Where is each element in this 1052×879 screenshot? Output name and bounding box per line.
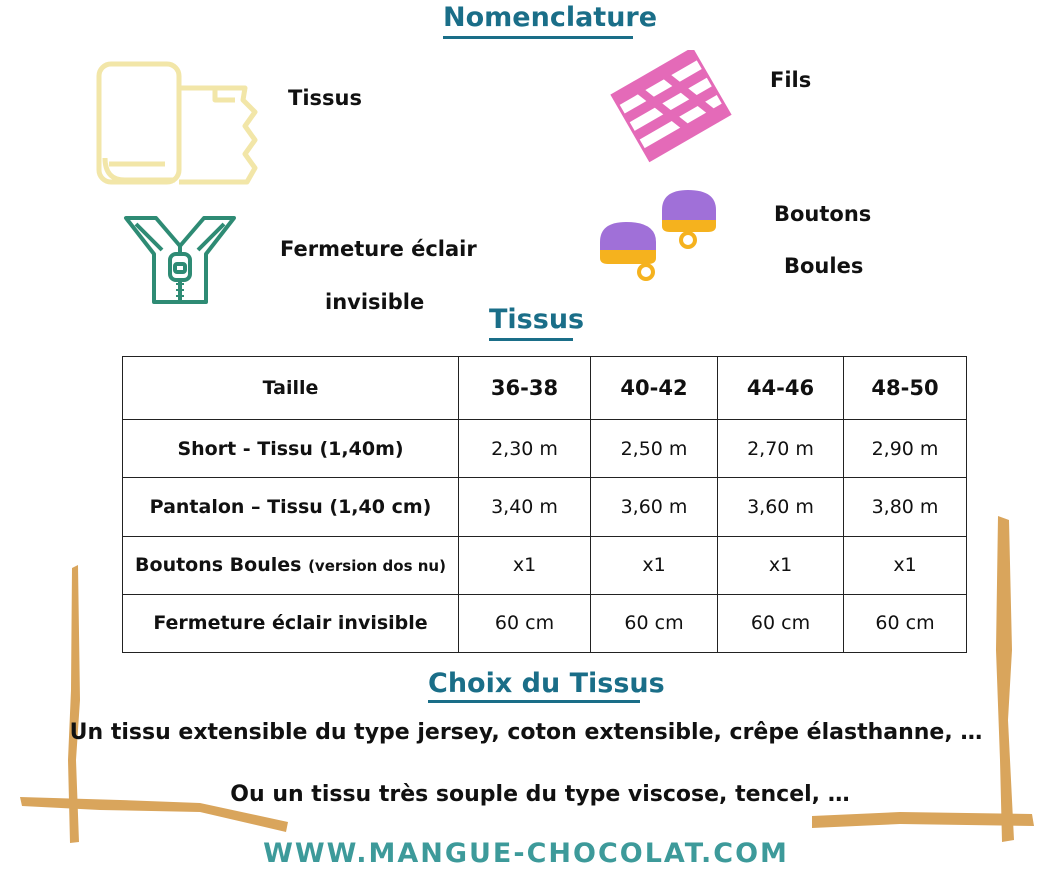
legend-label-tissus: Tissus (288, 86, 362, 110)
row-label (123, 536, 459, 594)
legend-label-boutons-line2: Boules (784, 254, 864, 278)
table-row (123, 420, 967, 478)
legend-label-zipper-line1: Fermeture éclair (280, 237, 477, 261)
table-header-cell: 44-46 (718, 357, 844, 420)
legend-label-boutons-line1: Boutons (774, 202, 872, 226)
row-label: Short - Tissu (1,40m) (123, 420, 459, 478)
ball-button-icon (596, 186, 724, 284)
legend-label-fils: Fils (770, 68, 812, 92)
zipper-icon (122, 214, 238, 306)
table-cell: 2,50 m (591, 420, 718, 478)
table-cell: 3,60 m (718, 478, 844, 536)
table-cell: 60 cm (718, 594, 844, 652)
table-cell: 2,70 m (718, 420, 844, 478)
choix-line-1: Un tissu extensible du type jersey, coton extensible, crêpe élasthanne, … (69, 720, 983, 745)
legend-label-zipper-line2: invisible (325, 290, 425, 314)
table-cell: 3,40 m (459, 478, 591, 536)
table-header-cell: Taille (123, 357, 459, 420)
table-cell: 2,90 m (844, 420, 967, 478)
fabric-roll-icon (95, 60, 265, 188)
tissus-title: Tissus (489, 304, 573, 335)
nomenclature-title: Nomenclature (443, 2, 633, 33)
frame-right-bottom (812, 812, 1034, 828)
table-cell: 60 cm (591, 594, 718, 652)
table-cell: x1 (459, 536, 591, 594)
table-cell: x1 (718, 536, 844, 594)
choix-title: Choix du Tissus (428, 668, 640, 699)
table-cell: 60 cm (459, 594, 591, 652)
table-header-cell: 40-42 (591, 357, 718, 420)
row-label: Pantalon – Tissu (1,40 cm) (123, 478, 459, 536)
table-header-row (123, 357, 967, 420)
table-row (123, 594, 967, 652)
table-cell: 3,60 m (591, 478, 718, 536)
website-url[interactable]: WWW.MANGUE-CHOCOLAT.COM (263, 838, 789, 869)
table-cell: x1 (591, 536, 718, 594)
row-label: Fermeture éclair invisible (123, 594, 459, 652)
table-row (123, 478, 967, 536)
table-cell: 60 cm (844, 594, 967, 652)
table-cell: 2,30 m (459, 420, 591, 478)
thread-spool-icon (608, 50, 733, 165)
table-cell: x1 (844, 536, 967, 594)
table-header-cell: 48-50 (844, 357, 967, 420)
table-row (123, 536, 967, 594)
table-header-cell: 36-38 (459, 357, 591, 420)
table-cell: 3,80 m (844, 478, 967, 536)
row-label-note: (version dos nu) (308, 557, 446, 576)
fabric-requirements-table (122, 356, 967, 653)
row-label-main: Boutons Boules (135, 554, 302, 577)
choix-line-2: Ou un tissu très souple du type viscose, tencel, … (230, 782, 850, 807)
